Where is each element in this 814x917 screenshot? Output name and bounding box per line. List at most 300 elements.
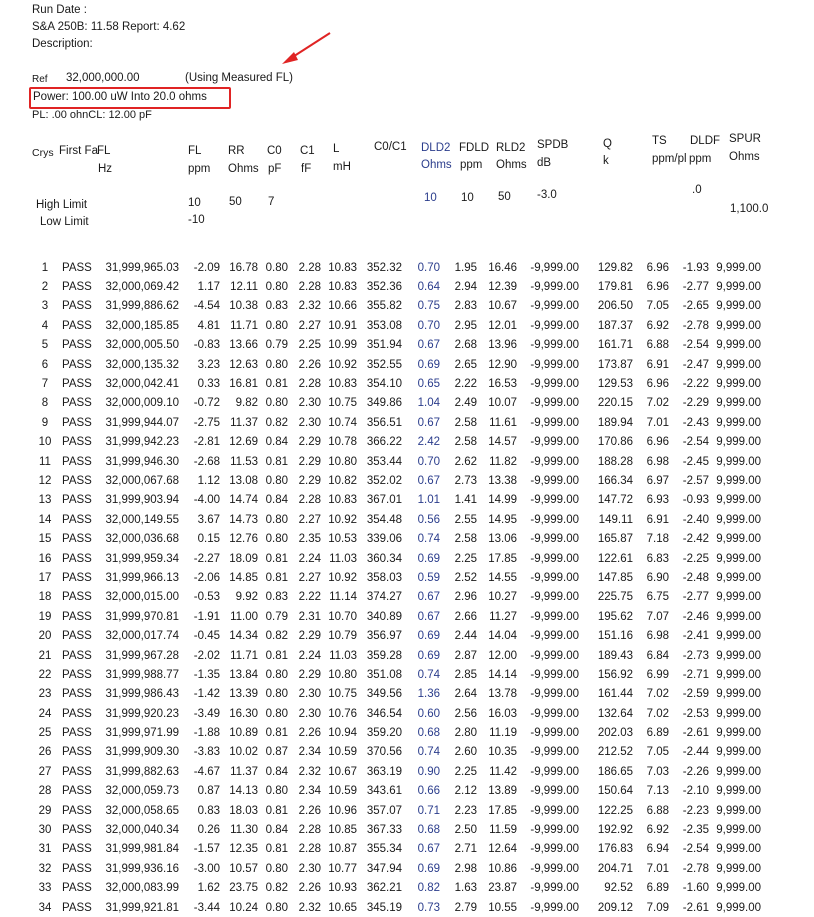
cell-rr: 16.30 (229, 707, 258, 720)
cell-c0: 0.80 (265, 319, 288, 332)
cell-c0c1: 354.48 (366, 513, 402, 526)
cell-rld2: 14.99 (488, 494, 517, 507)
cell-ts: 6.94 (646, 843, 669, 856)
cell-dldf: -2.45 (682, 455, 709, 468)
table-row (30, 433, 761, 452)
cell-crys-num: 6 (41, 358, 49, 371)
cell-rld2: 10.35 (488, 746, 517, 759)
cell-c0: 0.81 (265, 804, 288, 817)
cell-spur: 9,999.00 (716, 552, 761, 565)
cell-c1: 2.28 (298, 824, 321, 837)
cell-dldf: -2.47 (682, 358, 709, 371)
cell-dld2: 1.04 (417, 397, 440, 410)
cell-dldf: -2.22 (682, 378, 709, 391)
cell-fl-hz: 31,999,886.62 (105, 300, 179, 313)
cell-spdb: -9,999.00 (530, 571, 579, 584)
cell-spdb: -9,999.00 (530, 378, 579, 391)
table-row (30, 801, 761, 820)
cell-rr: 16.78 (229, 261, 258, 274)
cell-q: 202.03 (597, 727, 633, 740)
cell-spur: 9,999.00 (716, 882, 761, 895)
cell-spdb: -9,999.00 (530, 474, 579, 487)
cell-status: PASS (62, 824, 92, 837)
cell-spur: 9,999.00 (716, 843, 761, 856)
cell-spdb: -9,999.00 (530, 804, 579, 817)
cell-fl-ppm: 0.83 (197, 804, 220, 817)
cell-rld2: 12.39 (488, 281, 517, 294)
cell-status: PASS (62, 688, 92, 701)
cell-rr: 13.08 (229, 474, 258, 487)
cell-fl-hz: 32,000,058.65 (105, 804, 179, 817)
cell-fdld: 2.50 (454, 824, 477, 837)
cell-spdb: -9,999.00 (530, 630, 579, 643)
cell-fdld: 2.52 (454, 571, 477, 584)
table-row (30, 491, 761, 510)
cell-rr: 12.76 (229, 533, 258, 546)
cell-dld2: 0.74 (417, 668, 440, 681)
cell-ts: 6.84 (646, 649, 669, 662)
cell-ts: 7.01 (646, 862, 669, 875)
col-fl-ppm-unit: ppm (188, 163, 211, 175)
cell-c0: 0.81 (265, 552, 288, 565)
cell-rld2: 14.14 (488, 668, 517, 681)
spur-high-limit: 1,100.0 (730, 203, 769, 215)
cell-crys-num: 27 (38, 765, 52, 778)
cell-status: PASS (62, 533, 92, 546)
cell-c1: 2.26 (298, 358, 321, 371)
cell-fdld: 2.94 (454, 281, 477, 294)
cell-c0c1: 366.22 (366, 436, 402, 449)
cell-dld2: 0.60 (417, 707, 440, 720)
cell-c0: 0.82 (265, 416, 288, 429)
cell-fdld: 2.58 (454, 416, 477, 429)
cell-dldf: -2.35 (682, 824, 709, 837)
cell-c0c1: 367.01 (366, 494, 402, 507)
cell-rr: 23.75 (229, 882, 258, 895)
cell-rld2: 11.59 (489, 824, 517, 837)
cell-fdld: 2.49 (454, 397, 477, 410)
table-row (30, 879, 761, 898)
cell-rr: 10.38 (229, 300, 258, 313)
cell-c0: 0.80 (265, 688, 288, 701)
table-row (30, 297, 761, 316)
cell-c1: 2.27 (298, 319, 321, 332)
dldf-high-limit: .0 (692, 184, 702, 196)
cell-rld2: 13.89 (488, 785, 517, 798)
col-first-fa: First Fa (59, 145, 98, 157)
cell-c1: 2.29 (298, 474, 321, 487)
col-l-unit: mH (333, 161, 351, 173)
cell-dld2: 0.67 (417, 843, 440, 856)
cell-dldf: -2.40 (682, 513, 709, 526)
cell-dldf: -2.77 (682, 591, 709, 604)
cell-spur: 9,999.00 (716, 436, 761, 449)
cell-fl-ppm: 1.12 (197, 474, 220, 487)
cell-fl-hz: 32,000,185.85 (105, 319, 179, 332)
cell-fdld: 2.60 (454, 746, 477, 759)
red-arrow-icon (280, 30, 340, 70)
cell-rr: 11.37 (230, 765, 258, 778)
cell-c0c1: 352.55 (366, 358, 402, 371)
cell-q: 192.92 (597, 824, 633, 837)
cell-status: PASS (62, 746, 92, 759)
cell-dld2: 0.74 (417, 533, 440, 546)
cell-q: 225.75 (597, 591, 633, 604)
cell-c0c1: 374.27 (366, 591, 402, 604)
cell-fl-ppm: -1.35 (193, 668, 220, 681)
cell-q: 156.92 (597, 668, 633, 681)
cell-crys-num: 15 (38, 533, 52, 546)
cell-c1: 2.28 (298, 281, 321, 294)
cell-spur: 9,999.00 (716, 533, 761, 546)
cell-dldf: -2.54 (682, 339, 709, 352)
cell-c0: 0.84 (265, 436, 288, 449)
cell-dld2: 0.69 (417, 358, 440, 371)
cell-rld2: 13.96 (488, 339, 517, 352)
cell-spdb: -9,999.00 (530, 397, 579, 410)
cell-c1: 2.30 (298, 707, 321, 720)
cell-c0c1: 340.89 (366, 610, 402, 623)
cell-spur: 9,999.00 (716, 416, 761, 429)
ref-note: (Using Measured FL) (185, 72, 294, 84)
cell-dld2: 0.82 (417, 882, 440, 895)
cell-status: PASS (62, 571, 92, 584)
low-limit-label: Low Limit (40, 216, 89, 228)
col-crys: Crys (32, 147, 54, 159)
cell-dld2: 0.68 (417, 727, 440, 740)
cell-crys-num: 18 (38, 591, 52, 604)
col-spur-unit: Ohms (729, 151, 760, 163)
cell-c1: 2.28 (298, 843, 321, 856)
cell-rr: 11.53 (230, 455, 258, 468)
cell-c1: 2.31 (298, 610, 321, 623)
cell-l: 10.77 (328, 862, 357, 875)
cell-dldf: -2.54 (682, 843, 709, 856)
fl-high-limit: 10 (188, 197, 201, 209)
cell-crys-num: 7 (41, 378, 49, 391)
cell-spur: 9,999.00 (716, 513, 761, 526)
cell-spdb: -9,999.00 (530, 649, 579, 662)
cell-c1: 2.34 (298, 785, 321, 798)
col-dld2: DLD2 (421, 142, 451, 154)
cell-spdb: -9,999.00 (530, 707, 579, 720)
cell-c0: 0.84 (265, 765, 288, 778)
cell-status: PASS (62, 785, 92, 798)
cell-rr: 14.13 (229, 785, 258, 798)
cell-dldf: -2.48 (682, 571, 709, 584)
cell-c0: 0.80 (265, 785, 288, 798)
cell-spur: 9,999.00 (716, 358, 761, 371)
cell-crys-num: 19 (38, 610, 52, 623)
cell-fl-ppm: 1.62 (197, 882, 220, 895)
cell-dldf: -2.43 (682, 416, 709, 429)
cell-c0: 0.81 (265, 378, 288, 391)
cell-q: 209.12 (597, 901, 633, 914)
col-q-unit: k (603, 155, 609, 167)
cell-fdld: 2.23 (454, 804, 477, 817)
cell-l: 10.59 (328, 746, 357, 759)
cell-fl-ppm: 3.67 (197, 513, 220, 526)
cell-spur: 9,999.00 (716, 591, 761, 604)
cell-dld2: 0.70 (417, 319, 440, 332)
cell-rld2: 10.07 (488, 397, 517, 410)
cell-c1: 2.25 (298, 339, 321, 352)
cell-rr: 14.34 (229, 630, 258, 643)
table-row (30, 549, 761, 568)
cell-spur: 9,999.00 (716, 727, 761, 740)
cell-l: 10.92 (328, 513, 357, 526)
cell-c0c1: 357.07 (366, 804, 402, 817)
cell-status: PASS (62, 494, 92, 507)
col-q: Q (603, 138, 612, 150)
cell-spdb: -9,999.00 (530, 416, 579, 429)
table-row (30, 355, 761, 374)
cell-rld2: 11.19 (489, 727, 517, 740)
cell-rld2: 11.42 (489, 765, 517, 778)
cell-fl-hz: 31,999,986.43 (105, 688, 179, 701)
cell-l: 10.59 (328, 785, 357, 798)
cell-dldf: -2.71 (682, 668, 709, 681)
table-row (30, 413, 761, 432)
cell-c0c1: 356.97 (366, 630, 402, 643)
cell-c0: 0.81 (265, 455, 288, 468)
cell-q: 147.85 (597, 571, 633, 584)
cell-dld2: 0.66 (417, 785, 440, 798)
cell-status: PASS (62, 319, 92, 332)
cell-c0c1: 349.86 (366, 397, 402, 410)
col-spur: SPUR (729, 133, 761, 145)
cell-q: 150.64 (597, 785, 633, 798)
cell-fdld: 2.22 (454, 378, 477, 391)
cell-fl-ppm: -2.02 (193, 649, 220, 662)
cell-fl-hz: 31,999,988.77 (105, 668, 179, 681)
cell-status: PASS (62, 416, 92, 429)
cell-fdld: 2.12 (454, 785, 477, 798)
cell-fdld: 2.85 (454, 668, 477, 681)
cell-status: PASS (62, 436, 92, 449)
cell-fl-ppm: -0.83 (193, 339, 220, 352)
cell-dldf: -2.57 (682, 474, 709, 487)
cell-ts: 7.09 (646, 901, 669, 914)
cell-spur: 9,999.00 (716, 378, 761, 391)
cell-c0c1: 355.82 (366, 300, 402, 313)
cell-fdld: 2.25 (454, 552, 477, 565)
cell-c0: 0.81 (265, 727, 288, 740)
cell-fl-hz: 32,000,042.41 (105, 378, 179, 391)
cell-fl-ppm: 3.23 (197, 358, 220, 371)
cell-c0c1: 352.36 (366, 281, 402, 294)
col-dldf: DLDF (690, 135, 721, 147)
cell-crys-num: 33 (38, 882, 52, 895)
cell-dldf: -2.78 (682, 319, 709, 332)
col-c0: C0 (267, 145, 282, 157)
table-row (30, 607, 761, 626)
cell-fdld: 2.79 (454, 901, 477, 914)
cell-dld2: 0.68 (417, 824, 440, 837)
cell-ts: 6.98 (646, 630, 669, 643)
cell-c1: 2.30 (298, 862, 321, 875)
cell-ts: 7.13 (646, 785, 669, 798)
cell-status: PASS (62, 513, 92, 526)
cell-fdld: 2.56 (454, 707, 477, 720)
cell-c1: 2.24 (298, 649, 321, 662)
cell-fl-hz: 32,000,036.68 (105, 533, 179, 546)
cell-crys-num: 25 (38, 727, 52, 740)
cell-crys-num: 31 (38, 843, 52, 856)
cell-fl-ppm: -2.09 (193, 261, 220, 274)
cell-dldf: -2.26 (682, 765, 709, 778)
cell-status: PASS (62, 843, 92, 856)
cell-fl-ppm: 1.17 (197, 281, 220, 294)
cell-ts: 7.05 (646, 746, 669, 759)
cell-c0c1: 356.51 (366, 416, 402, 429)
cell-dld2: 0.65 (417, 378, 440, 391)
cell-l: 10.82 (328, 474, 357, 487)
cell-rr: 11.30 (230, 824, 258, 837)
cell-ts: 6.89 (646, 882, 669, 895)
cell-dld2: 0.67 (417, 610, 440, 623)
cell-rr: 10.89 (229, 727, 258, 740)
cell-rr: 13.39 (229, 688, 258, 701)
table-row (30, 820, 761, 839)
cell-q: 166.34 (597, 474, 633, 487)
cell-fl-hz: 31,999,944.07 (105, 416, 179, 429)
cell-status: PASS (62, 649, 92, 662)
cell-q: 149.11 (598, 513, 633, 526)
cell-dld2: 0.75 (417, 300, 440, 313)
cell-q: 147.72 (597, 494, 633, 507)
cell-l: 10.96 (328, 804, 357, 817)
cell-crys-num: 23 (38, 688, 52, 701)
spdb-high-limit: -3.0 (537, 189, 557, 201)
table-row (30, 258, 761, 277)
table-row (30, 374, 761, 393)
cell-rr: 10.02 (229, 746, 258, 759)
cell-fl-hz: 31,999,920.23 (105, 707, 179, 720)
cell-dldf: -2.44 (682, 746, 709, 759)
fdld-high-limit: 10 (461, 192, 474, 204)
cell-spdb: -9,999.00 (530, 843, 579, 856)
cell-c0: 0.83 (265, 300, 288, 313)
cell-spdb: -9,999.00 (530, 688, 579, 701)
cell-fl-hz: 31,999,903.94 (105, 494, 179, 507)
cell-crys-num: 21 (38, 649, 52, 662)
cell-ts: 6.91 (646, 513, 669, 526)
cell-ts: 6.91 (646, 358, 669, 371)
cell-dldf: -1.93 (682, 261, 709, 274)
cell-fl-ppm: -4.54 (193, 300, 220, 313)
cell-q: 151.16 (597, 630, 633, 643)
cell-spdb: -9,999.00 (530, 358, 579, 371)
col-rr-unit: Ohms (228, 163, 259, 175)
cell-crys-num: 4 (41, 319, 49, 332)
cell-fl-hz: 31,999,970.81 (105, 610, 179, 623)
cell-ts: 6.83 (646, 552, 669, 565)
cell-dld2: 0.67 (417, 339, 440, 352)
cell-l: 10.83 (328, 281, 357, 294)
cell-dld2: 0.70 (417, 455, 440, 468)
cell-q: 220.15 (597, 397, 633, 410)
cell-l: 10.74 (328, 416, 357, 429)
cell-spdb: -9,999.00 (530, 785, 579, 798)
cell-ts: 6.96 (646, 378, 669, 391)
cell-q: 122.61 (597, 552, 633, 565)
cell-c0: 0.80 (265, 668, 288, 681)
col-c0c1: C0/C1 (374, 141, 407, 153)
cell-crys-num: 3 (41, 300, 49, 313)
cell-c0: 0.83 (265, 591, 288, 604)
cell-fl-hz: 31,999,981.84 (105, 843, 179, 856)
cell-c0c1: 345.19 (366, 901, 402, 914)
cell-fdld: 2.62 (454, 455, 477, 468)
cell-l: 10.87 (328, 843, 357, 856)
cell-ts: 7.18 (646, 533, 669, 546)
cell-q: 170.86 (597, 436, 633, 449)
cell-spdb: -9,999.00 (530, 862, 579, 875)
cell-crys-num: 13 (38, 494, 52, 507)
cell-dldf: -2.77 (682, 281, 709, 294)
cell-c0: 0.81 (265, 571, 288, 584)
cell-status: PASS (62, 882, 92, 895)
cell-l: 11.14 (329, 591, 357, 604)
cell-spur: 9,999.00 (716, 862, 761, 875)
table-row (30, 898, 761, 917)
cell-dld2: 0.74 (417, 746, 440, 759)
ref-value: 32,000,000.00 (66, 72, 140, 84)
cell-fdld: 1.95 (454, 261, 477, 274)
cell-c0c1: 339.06 (366, 533, 402, 546)
run-date-label: Run Date : (32, 4, 87, 16)
cell-l: 10.83 (328, 261, 357, 274)
cell-c0: 0.80 (265, 474, 288, 487)
cell-dldf: -2.54 (682, 436, 709, 449)
col-fl-ppm: FL (188, 145, 202, 157)
cell-dldf: -2.10 (682, 785, 709, 798)
cell-q: 165.87 (597, 533, 633, 546)
cell-dld2: 0.69 (417, 552, 440, 565)
cell-dld2: 0.90 (417, 765, 440, 778)
highlight-box (29, 87, 231, 109)
cell-ts: 7.07 (646, 610, 669, 623)
cell-ts: 6.92 (646, 824, 669, 837)
cell-crys-num: 28 (38, 785, 52, 798)
cell-status: PASS (62, 630, 92, 643)
cell-crys-num: 22 (38, 668, 52, 681)
cell-rr: 11.00 (230, 610, 258, 623)
cell-status: PASS (62, 397, 92, 410)
cell-c0: 0.80 (265, 281, 288, 294)
cell-l: 10.65 (328, 901, 357, 914)
cell-dld2: 0.67 (417, 591, 440, 604)
cell-c0: 0.81 (265, 649, 288, 662)
cell-c0: 0.82 (265, 882, 288, 895)
cell-spur: 9,999.00 (716, 824, 761, 837)
cell-crys-num: 16 (38, 552, 52, 565)
cell-spdb: -9,999.00 (530, 746, 579, 759)
cell-c0: 0.84 (265, 824, 288, 837)
cell-fdld: 2.68 (454, 339, 477, 352)
cell-c1: 2.28 (298, 261, 321, 274)
cell-rld2: 12.00 (488, 649, 517, 662)
cell-rr: 14.85 (229, 571, 258, 584)
cell-q: 195.62 (597, 610, 633, 623)
cell-dldf: -2.42 (682, 533, 709, 546)
cell-status: PASS (62, 358, 92, 371)
cell-dldf: -2.41 (682, 630, 709, 643)
cell-status: PASS (62, 378, 92, 391)
col-spdb-unit: dB (537, 157, 552, 169)
cell-crys-num: 11 (39, 455, 51, 468)
